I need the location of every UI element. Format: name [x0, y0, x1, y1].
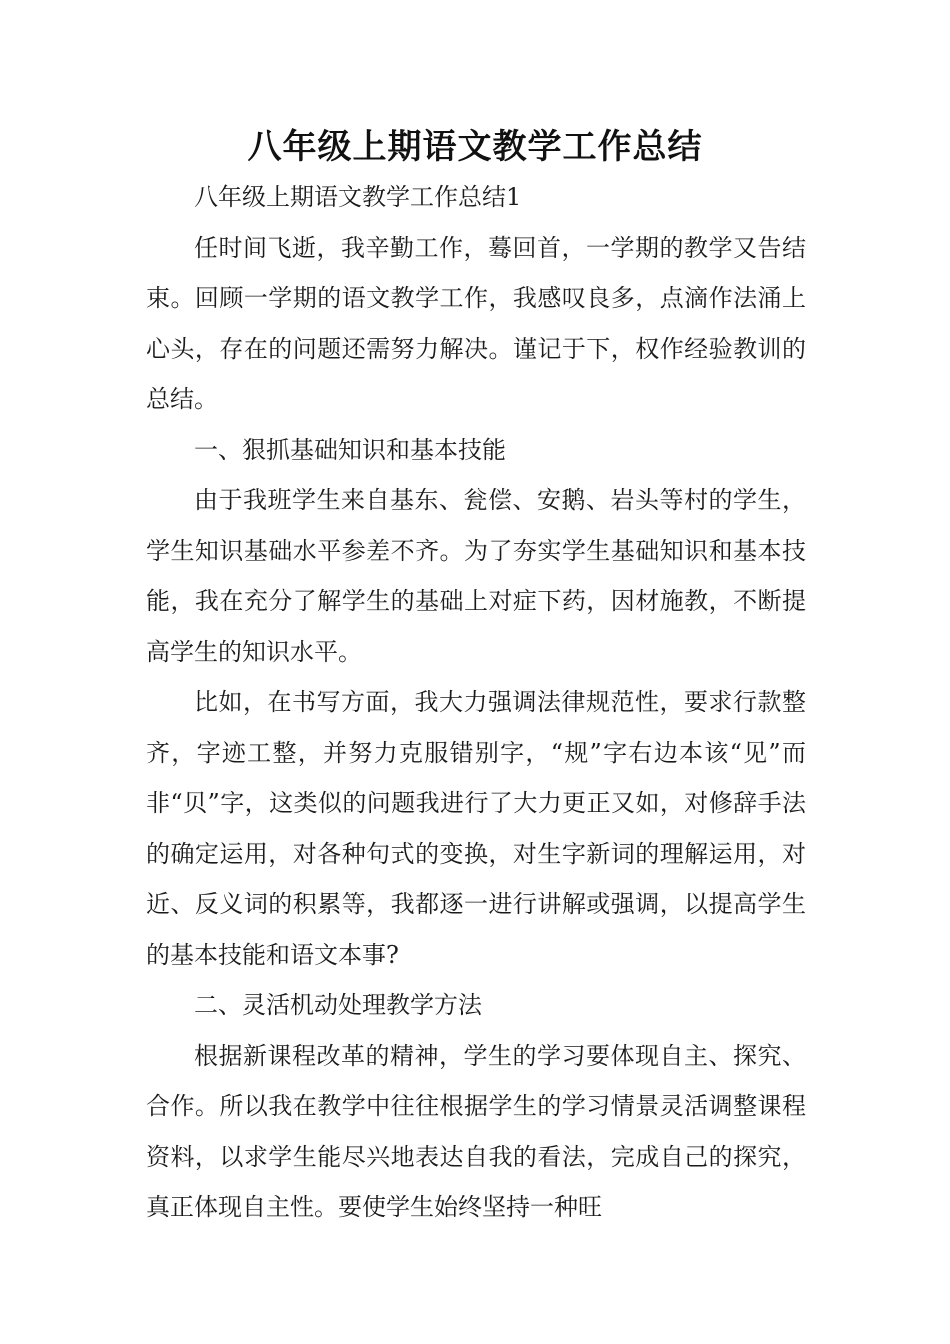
body-paragraph: 根据新课程改革的精神，学生的学习要体现自主、探究、合作。所以我在教学中往往根据学生的学习情景灵活调整课程资料，以求学生能尽兴地表达自我的看法，完成自己的探究，真正体现自主性。要使学生始终坚持一种旺: [146, 1041, 806, 1221]
document-body: [146, 172, 806, 1233]
intro-paragraph: 任时间飞逝，我辛勤工作，蓦回首，一学期的教学又告结束。回顾一学期的语文教学工作，我感叹良多，点滴作法涌上心头，存在的问题还需努力解决。谨记于下，权作经验教训的总结。: [146, 233, 806, 413]
document-title: 八年级上期语文教学工作总结: [247, 127, 703, 167]
section-heading-1: 一、狠抓基础知识和基本技能: [194, 435, 506, 464]
body-paragraph: 由于我班学生来自基东、瓮偿、安鹅、岩头等村的学生，学生知识基础水平参差不齐。为了夯实学生基础知识和基本技能，我在充分了解学生的基础上对症下药，因材施教，不断提高学生的知识水平。: [146, 486, 806, 666]
section-heading-2: 二、灵活机动处理教学方法: [194, 991, 482, 1019]
body-paragraph: 比如，在书写方面，我大力强调法律规范性，要求行款整齐，字迹工整，并努力克服错别字，“规”字右边本该“见”而非“贝”字，这类似的问题我进行了大力更正又如，对修辞手法的确定运用，对各种句式的变换，对生字新词的理解运用，对近、反义词的积累等，我都逐一进行讲解或强调，以提高学生的基本技能和语文本事?: [146, 688, 806, 969]
subtitle-paragraph: 八年级上期语文教学工作总结1: [194, 183, 522, 211]
